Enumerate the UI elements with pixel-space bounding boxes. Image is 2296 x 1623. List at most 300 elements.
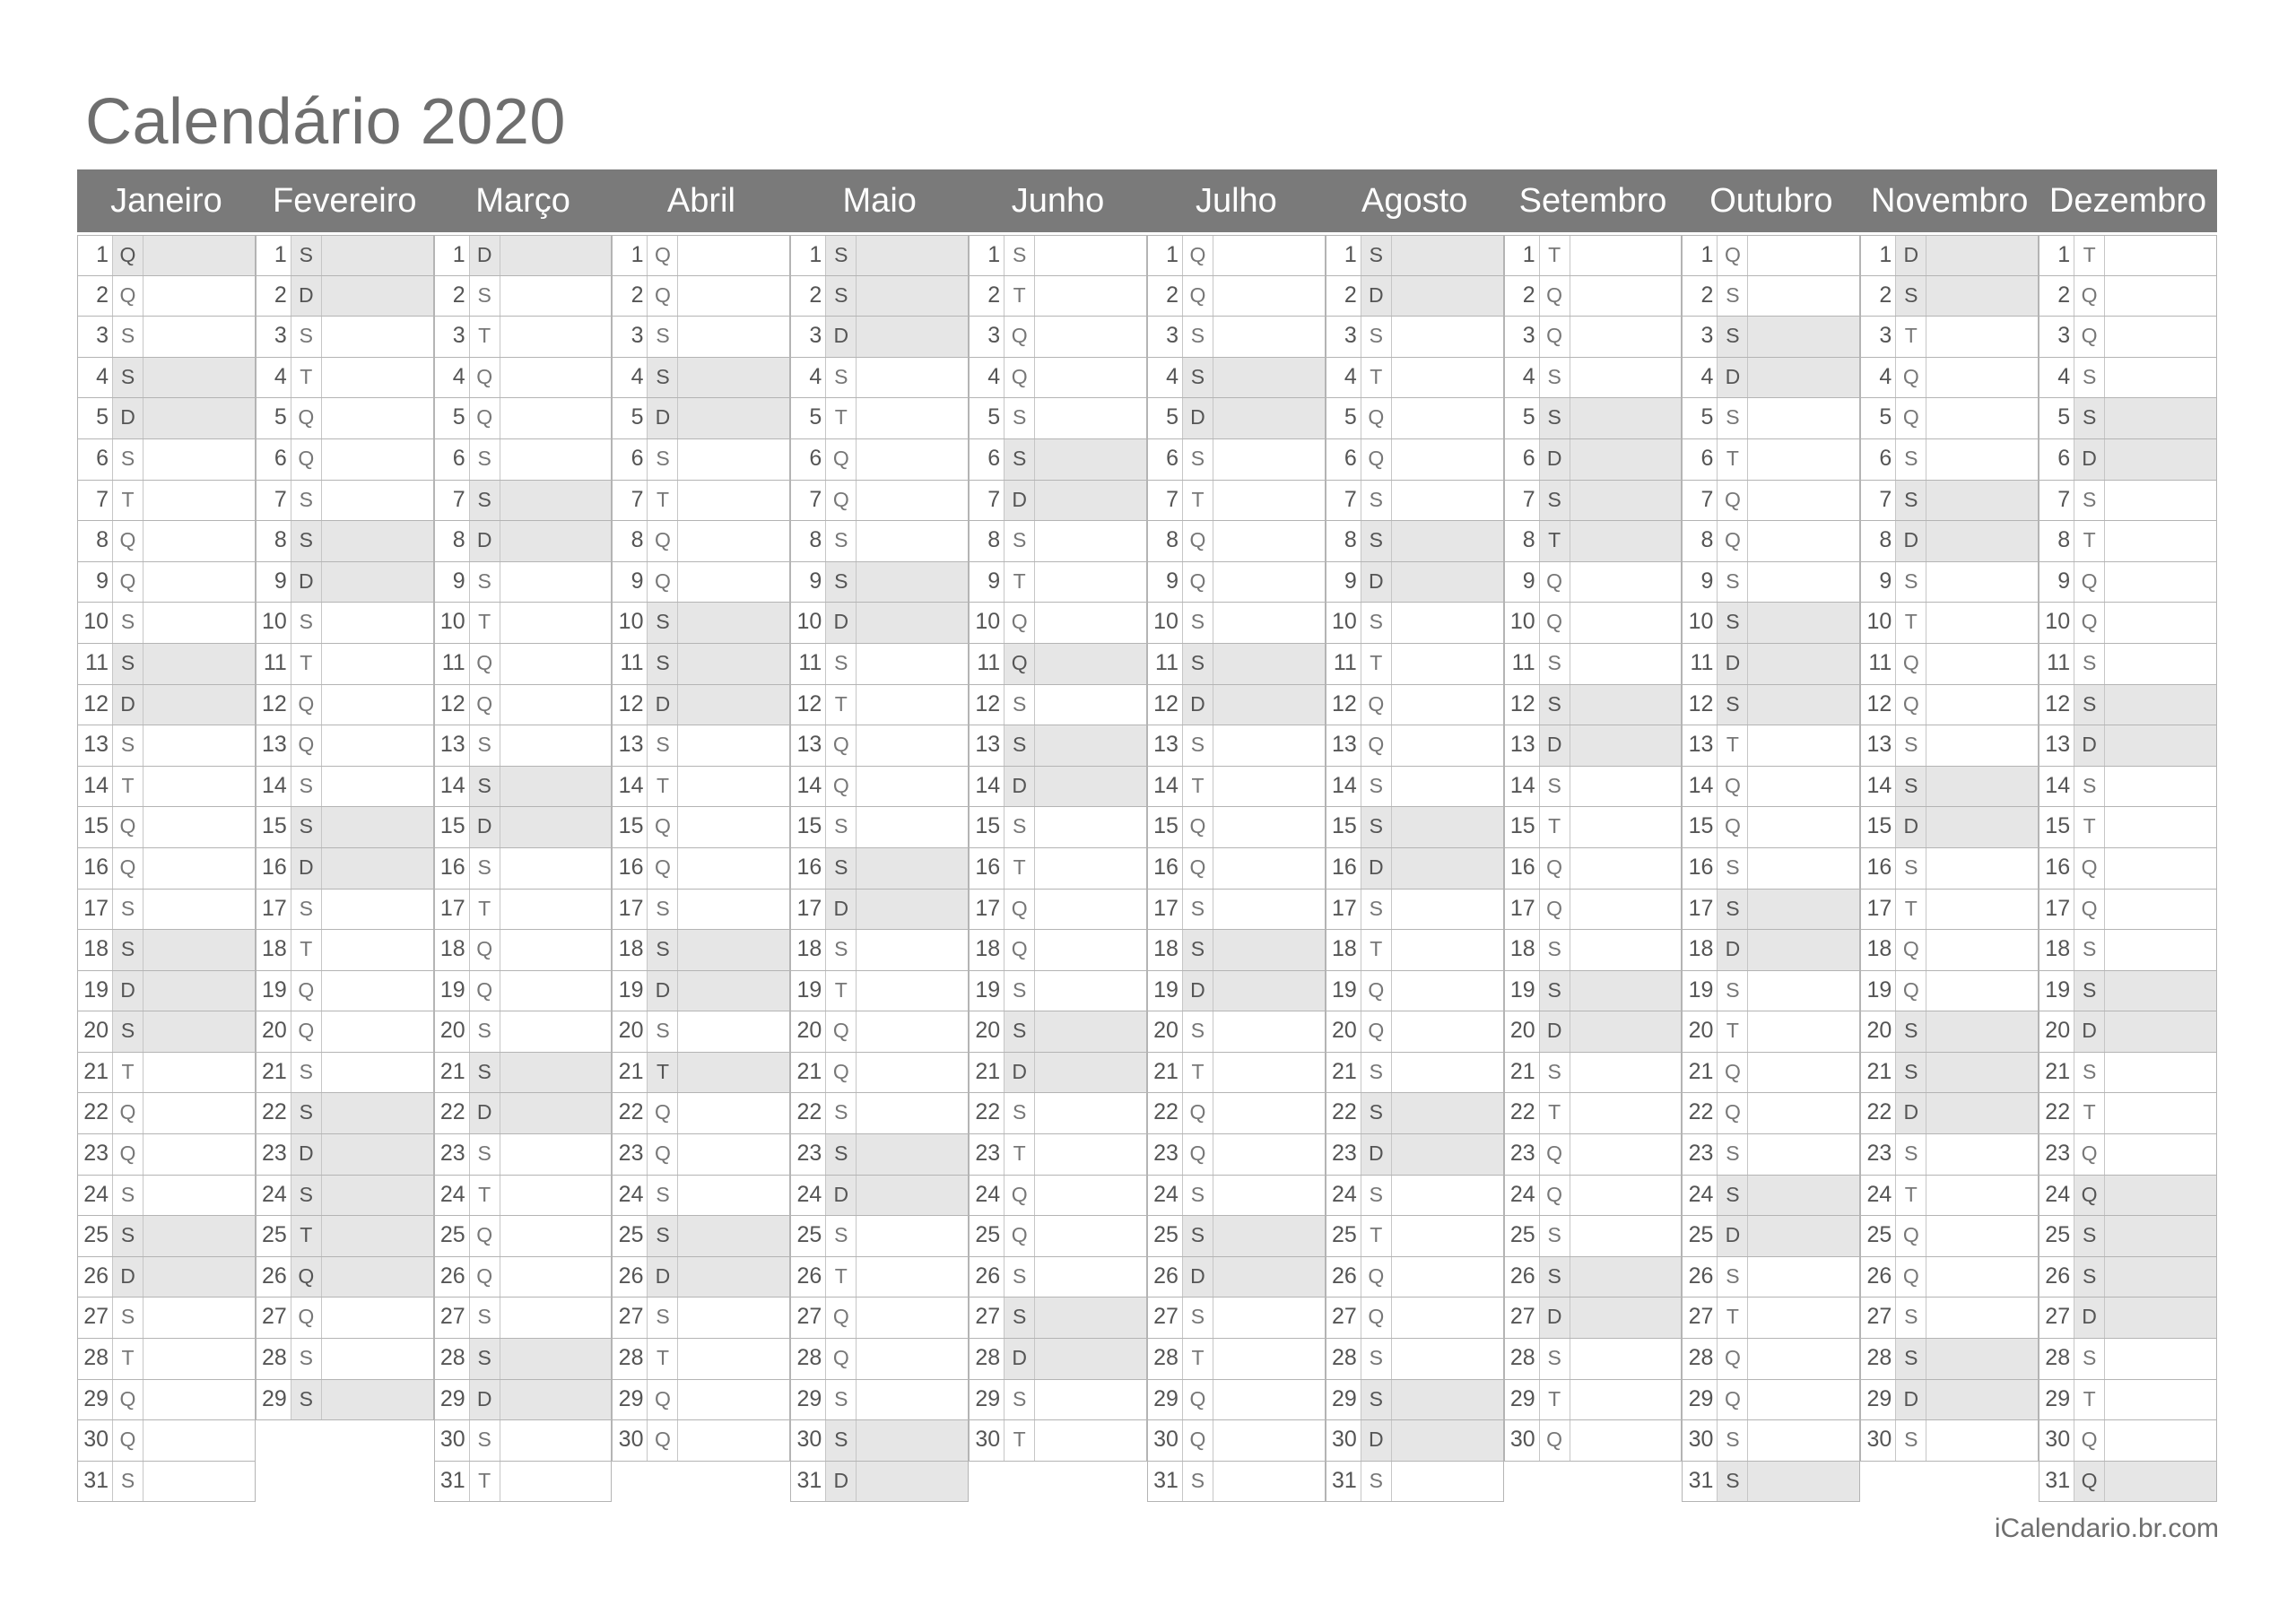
month-column	[612, 235, 790, 1502]
day-number: 23	[1331, 1141, 1357, 1167]
day-row	[612, 971, 790, 1012]
weekday-letter: S	[1182, 725, 1213, 766]
day-note-cell	[856, 644, 968, 684]
day-note-cell	[500, 1380, 612, 1420]
day-note-cell	[1747, 1011, 1859, 1052]
weekday-letter: Q	[112, 1420, 143, 1461]
weekday-letter: D	[1361, 848, 1391, 889]
weekday-letter: Q	[112, 1134, 143, 1175]
weekday-letter: S	[1895, 1053, 1926, 1093]
day-note-cell	[2104, 890, 2216, 930]
day-row	[434, 807, 613, 848]
day-row	[256, 276, 434, 317]
day-number: 7	[2057, 486, 2071, 512]
day-number: 17	[1153, 895, 1178, 921]
day-note-cell	[1926, 725, 2038, 766]
weekday-letter: Q	[469, 358, 500, 398]
day-number: 6	[631, 445, 644, 471]
day-number: 8	[631, 527, 644, 553]
day-row	[77, 603, 256, 644]
day-note-cell	[2104, 725, 2216, 766]
weekday-letter: S	[291, 236, 321, 275]
weekday-letter: T	[1539, 1380, 1570, 1420]
day-note-cell	[321, 276, 433, 317]
day-row	[1326, 890, 1504, 931]
day-note-cell	[2104, 1339, 2216, 1379]
day-row	[77, 930, 256, 971]
day-note-cell	[500, 725, 612, 766]
day-note-cell	[1391, 1134, 1503, 1175]
day-note-cell	[1034, 1093, 1146, 1133]
day-number: 21	[618, 1058, 644, 1084]
weekday-letter: D	[291, 1134, 321, 1175]
day-row	[77, 1216, 256, 1257]
day-note-cell	[1391, 236, 1503, 275]
day-note-cell	[321, 439, 433, 480]
day-note-cell	[1034, 603, 1146, 643]
day-row	[1326, 1011, 1504, 1053]
day-note-cell	[500, 1093, 612, 1133]
day-row	[1504, 1298, 1683, 1339]
day-row	[434, 1011, 613, 1053]
day-number: 20	[1153, 1018, 1178, 1044]
day-number: 6	[274, 445, 287, 471]
weekday-letter: T	[469, 1176, 500, 1216]
day-number: 3	[631, 323, 644, 349]
footer-credit: iCalendario.br.com	[1994, 1514, 2219, 1543]
day-number: 7	[452, 486, 465, 512]
day-note-cell	[1747, 603, 1859, 643]
day-number: 20	[1331, 1018, 1357, 1044]
day-row	[256, 644, 434, 685]
day-number: 9	[1522, 568, 1535, 594]
day-number: 1	[1522, 242, 1535, 267]
day-number: 24	[1688, 1181, 1714, 1207]
weekday-letter: D	[1717, 1216, 1747, 1256]
day-row	[77, 807, 256, 848]
day-number: 25	[618, 1222, 644, 1248]
day-number: 23	[439, 1141, 465, 1167]
day-row	[790, 1134, 969, 1176]
day-row	[1860, 644, 2039, 685]
day-note-cell	[321, 807, 433, 847]
day-number: 31	[1331, 1467, 1357, 1493]
day-number: 5	[2057, 404, 2071, 430]
day-number: 8	[274, 527, 287, 553]
day-note-cell	[1926, 1298, 2038, 1338]
weekday-letter: Q	[1717, 481, 1747, 521]
day-number: 28	[1866, 1345, 1892, 1371]
day-row	[790, 1176, 969, 1217]
day-row	[1504, 1257, 1683, 1298]
day-note-cell	[1213, 1257, 1325, 1298]
day-number: 29	[2045, 1385, 2071, 1411]
day-row	[77, 848, 256, 890]
day-note-cell	[143, 644, 255, 684]
day-note-cell	[500, 930, 612, 970]
day-note-cell	[1213, 1053, 1325, 1093]
day-number: 19	[1153, 976, 1178, 1002]
day-row	[256, 848, 434, 890]
weekday-letter: D	[1004, 767, 1034, 807]
weekday-letter: S	[1895, 1420, 1926, 1461]
day-row	[434, 1216, 613, 1257]
day-number: 19	[439, 976, 465, 1002]
day-number: 9	[2057, 568, 2071, 594]
day-number: 12	[1509, 690, 1535, 716]
day-note-cell	[143, 1298, 255, 1338]
day-note-cell	[856, 971, 968, 1011]
day-row	[1860, 767, 2039, 808]
day-note-cell	[1747, 1339, 1859, 1379]
weekday-letter: D	[291, 848, 321, 889]
day-note-cell	[1034, 358, 1146, 398]
day-note-cell	[143, 1093, 255, 1133]
weekday-letter: Q	[825, 767, 856, 807]
day-note-cell	[321, 521, 433, 561]
day-row	[612, 807, 790, 848]
day-number: 22	[1688, 1099, 1714, 1125]
weekday-letter: D	[1895, 1380, 1926, 1420]
weekday-letter: S	[1361, 1380, 1391, 1420]
month-column	[969, 235, 1147, 1502]
day-row	[77, 481, 256, 522]
weekday-letter: S	[291, 890, 321, 930]
day-number: 25	[83, 1222, 109, 1248]
weekday-letter: Q	[1182, 1093, 1213, 1133]
weekday-letter: Q	[1361, 398, 1391, 438]
weekday-letter: Q	[2074, 848, 2104, 889]
day-number: 21	[1866, 1058, 1892, 1084]
day-note-cell	[1570, 358, 1682, 398]
day-row	[790, 848, 969, 890]
day-note-cell	[321, 971, 433, 1011]
day-number: 5	[1700, 404, 1714, 430]
day-note-cell	[1926, 398, 2038, 438]
day-row	[1504, 1093, 1683, 1134]
day-row	[969, 644, 1147, 685]
day-note-cell	[500, 439, 612, 480]
day-row	[612, 725, 790, 767]
day-number: 26	[975, 1263, 1001, 1289]
weekday-letter: S	[1539, 1053, 1570, 1093]
day-number: 4	[452, 363, 465, 389]
day-note-cell	[1570, 971, 1682, 1011]
day-row	[969, 930, 1147, 971]
weekday-letter: T	[469, 317, 500, 357]
day-note-cell	[500, 562, 612, 603]
weekday-letter: S	[112, 1298, 143, 1338]
weekday-letter: S	[1004, 807, 1034, 847]
month-name-0: Janeiro	[110, 182, 222, 220]
day-row	[1147, 1257, 1326, 1298]
day-note-cell	[1926, 807, 2038, 847]
day-number: 30	[618, 1427, 644, 1453]
day-number: 7	[1879, 486, 1892, 512]
weekday-letter: D	[1895, 521, 1926, 561]
day-row	[790, 767, 969, 808]
day-row	[1860, 1380, 2039, 1421]
weekday-letter: S	[1004, 398, 1034, 438]
day-row	[969, 1053, 1147, 1094]
day-note-cell	[1926, 603, 2038, 643]
day-row	[1326, 1257, 1504, 1298]
day-number: 15	[262, 813, 287, 839]
day-note-cell	[1926, 930, 2038, 970]
weekday-letter: Q	[1004, 1176, 1034, 1216]
weekday-letter: Q	[112, 807, 143, 847]
day-number: 7	[96, 486, 109, 512]
day-number: 9	[1700, 568, 1714, 594]
day-note-cell	[1391, 685, 1503, 725]
weekday-letter: S	[1004, 685, 1034, 725]
day-number: 5	[631, 404, 644, 430]
day-number: 6	[1166, 445, 1178, 471]
day-row	[1860, 807, 2039, 848]
weekday-letter: S	[469, 725, 500, 766]
day-number: 25	[1688, 1222, 1714, 1248]
day-note-cell	[1570, 439, 1682, 480]
day-note-cell	[2104, 1134, 2216, 1175]
day-number: 30	[1866, 1427, 1892, 1453]
weekday-letter: S	[112, 725, 143, 766]
day-number: 15	[618, 813, 644, 839]
day-number: 7	[631, 486, 644, 512]
weekday-letter: T	[112, 481, 143, 521]
weekday-letter: T	[1361, 644, 1391, 684]
weekday-letter: S	[112, 603, 143, 643]
day-note-cell	[856, 521, 968, 561]
day-row	[1147, 971, 1326, 1012]
day-note-cell	[2104, 807, 2216, 847]
day-number: 19	[1509, 976, 1535, 1002]
day-number: 14	[618, 772, 644, 798]
day-number: 22	[1866, 1099, 1892, 1125]
day-note-cell	[856, 1176, 968, 1216]
day-note-cell	[1747, 685, 1859, 725]
day-number: 2	[809, 282, 822, 308]
day-number: 8	[96, 527, 109, 553]
day-note-cell	[500, 1420, 612, 1461]
day-note-cell	[677, 1257, 789, 1298]
day-note-cell	[321, 1011, 433, 1052]
weekday-letter: D	[825, 1176, 856, 1216]
day-row	[256, 235, 434, 276]
day-row	[256, 1176, 434, 1217]
day-number: 20	[83, 1018, 109, 1044]
day-row	[612, 521, 790, 562]
weekday-letter: Q	[2074, 1420, 2104, 1461]
day-note-cell	[1034, 236, 1146, 275]
day-row	[1326, 1420, 1504, 1462]
day-number: 22	[1153, 1099, 1178, 1125]
month-column	[1860, 235, 2039, 1502]
day-number: 30	[1153, 1427, 1178, 1453]
day-number: 4	[96, 363, 109, 389]
day-note-cell	[1926, 1053, 2038, 1093]
day-row	[2039, 1339, 2217, 1380]
day-number: 17	[975, 895, 1001, 921]
weekday-letter: S	[1182, 930, 1213, 970]
day-number: 9	[1166, 568, 1178, 594]
day-number: 31	[83, 1467, 109, 1493]
day-note-cell	[1747, 521, 1859, 561]
day-note-cell	[1034, 685, 1146, 725]
day-number: 24	[618, 1181, 644, 1207]
weekday-letter: S	[112, 317, 143, 357]
weekday-letter: Q	[1895, 644, 1926, 684]
day-number: 5	[1522, 404, 1535, 430]
day-number: 3	[1344, 323, 1357, 349]
day-number: 3	[274, 323, 287, 349]
month-name-8: Setembro	[1518, 182, 1667, 220]
day-note-cell	[677, 685, 789, 725]
weekday-letter: Q	[1539, 317, 1570, 357]
day-note-cell	[1570, 848, 1682, 889]
day-number: 7	[987, 486, 1001, 512]
day-number: 12	[1153, 690, 1178, 716]
day-row	[2039, 1257, 2217, 1298]
weekday-letter: S	[1361, 1176, 1391, 1216]
day-note-cell	[1213, 1380, 1325, 1420]
day-number: 1	[452, 242, 465, 267]
day-number: 23	[262, 1141, 287, 1167]
day-note-cell	[1213, 521, 1325, 561]
day-number: 19	[83, 976, 109, 1002]
day-note-cell	[321, 398, 433, 438]
day-row	[1504, 439, 1683, 481]
day-note-cell	[856, 1462, 968, 1502]
weekday-letter: Q	[1717, 807, 1747, 847]
day-note-cell	[856, 1420, 968, 1461]
day-number: 28	[83, 1345, 109, 1371]
day-note-cell	[143, 930, 255, 970]
day-number: 16	[83, 854, 109, 880]
day-row	[612, 685, 790, 726]
day-note-cell	[1391, 276, 1503, 317]
day-row	[1504, 481, 1683, 522]
day-note-cell	[1747, 1298, 1859, 1338]
day-note-cell	[1747, 1380, 1859, 1420]
weekday-letter: S	[647, 439, 677, 480]
weekday-letter: S	[469, 276, 500, 317]
day-note-cell	[677, 1134, 789, 1175]
day-row	[1504, 890, 1683, 931]
day-row	[1504, 603, 1683, 644]
day-number: 15	[1331, 813, 1357, 839]
day-number: 15	[975, 813, 1001, 839]
day-note-cell	[1747, 1134, 1859, 1175]
day-row	[1147, 1093, 1326, 1134]
weekday-letter: Q	[825, 1053, 856, 1093]
day-row	[790, 1093, 969, 1134]
weekday-letter: S	[291, 1053, 321, 1093]
day-row	[256, 725, 434, 767]
weekday-letter: Q	[291, 685, 321, 725]
day-row	[1326, 971, 1504, 1012]
day-number: 2	[1700, 282, 1714, 308]
weekday-letter: Q	[1361, 971, 1391, 1011]
day-row	[1860, 725, 2039, 767]
weekday-letter: S	[647, 1176, 677, 1216]
weekday-letter: Q	[1004, 1216, 1034, 1256]
day-row	[612, 1339, 790, 1380]
day-row	[790, 725, 969, 767]
day-note-cell	[1213, 236, 1325, 275]
day-note-cell	[143, 236, 255, 275]
weekday-letter: S	[1895, 1339, 1926, 1379]
day-number: 27	[1688, 1304, 1714, 1330]
day-row	[790, 276, 969, 317]
weekday-letter: S	[1539, 1339, 1570, 1379]
day-note-cell	[321, 1093, 433, 1133]
day-number: 8	[987, 527, 1001, 553]
weekday-letter: Q	[1717, 1053, 1747, 1093]
day-number: 22	[439, 1099, 465, 1125]
day-note-cell	[856, 1093, 968, 1133]
day-number: 23	[1866, 1141, 1892, 1167]
day-number: 12	[1866, 690, 1892, 716]
day-note-cell	[1747, 725, 1859, 766]
day-number: 8	[2057, 527, 2071, 553]
day-row	[1147, 562, 1326, 603]
day-row	[2039, 521, 2217, 562]
day-row	[969, 358, 1147, 399]
weekday-letter: S	[1361, 1053, 1391, 1093]
day-row	[77, 767, 256, 808]
day-number: 28	[618, 1345, 644, 1371]
day-number: 10	[796, 609, 822, 635]
day-row	[1682, 1053, 1860, 1094]
day-row	[1326, 276, 1504, 317]
weekday-letter: Q	[1182, 236, 1213, 275]
day-row	[1860, 358, 2039, 399]
day-row	[256, 930, 434, 971]
day-note-cell	[1747, 317, 1859, 357]
day-note-cell	[321, 358, 433, 398]
day-row	[969, 1216, 1147, 1257]
weekday-letter: S	[291, 807, 321, 847]
weekday-letter: Q	[469, 971, 500, 1011]
weekday-letter: Q	[291, 1257, 321, 1298]
day-row	[434, 1420, 613, 1462]
day-row	[1504, 1420, 1683, 1462]
day-number: 27	[439, 1304, 465, 1330]
weekday-letter: D	[1004, 481, 1034, 521]
weekday-letter: S	[647, 930, 677, 970]
day-row	[612, 481, 790, 522]
day-number: 13	[975, 732, 1001, 758]
day-note-cell	[1926, 1257, 2038, 1298]
weekday-letter: S	[825, 358, 856, 398]
weekday-letter: Q	[1539, 1176, 1570, 1216]
day-row	[2039, 276, 2217, 317]
day-note-cell	[500, 1011, 612, 1052]
weekday-letter: S	[1717, 971, 1747, 1011]
weekday-letter: T	[1004, 276, 1034, 317]
weekday-letter: T	[647, 767, 677, 807]
day-number: 31	[1688, 1467, 1714, 1493]
day-number: 6	[987, 445, 1001, 471]
day-note-cell	[1213, 398, 1325, 438]
day-number: 18	[975, 936, 1001, 962]
weekday-letter: Q	[1539, 848, 1570, 889]
weekday-letter: D	[2074, 725, 2104, 766]
weekday-letter: Q	[469, 398, 500, 438]
day-number: 14	[975, 772, 1001, 798]
day-row	[256, 1053, 434, 1094]
day-row	[790, 1257, 969, 1298]
